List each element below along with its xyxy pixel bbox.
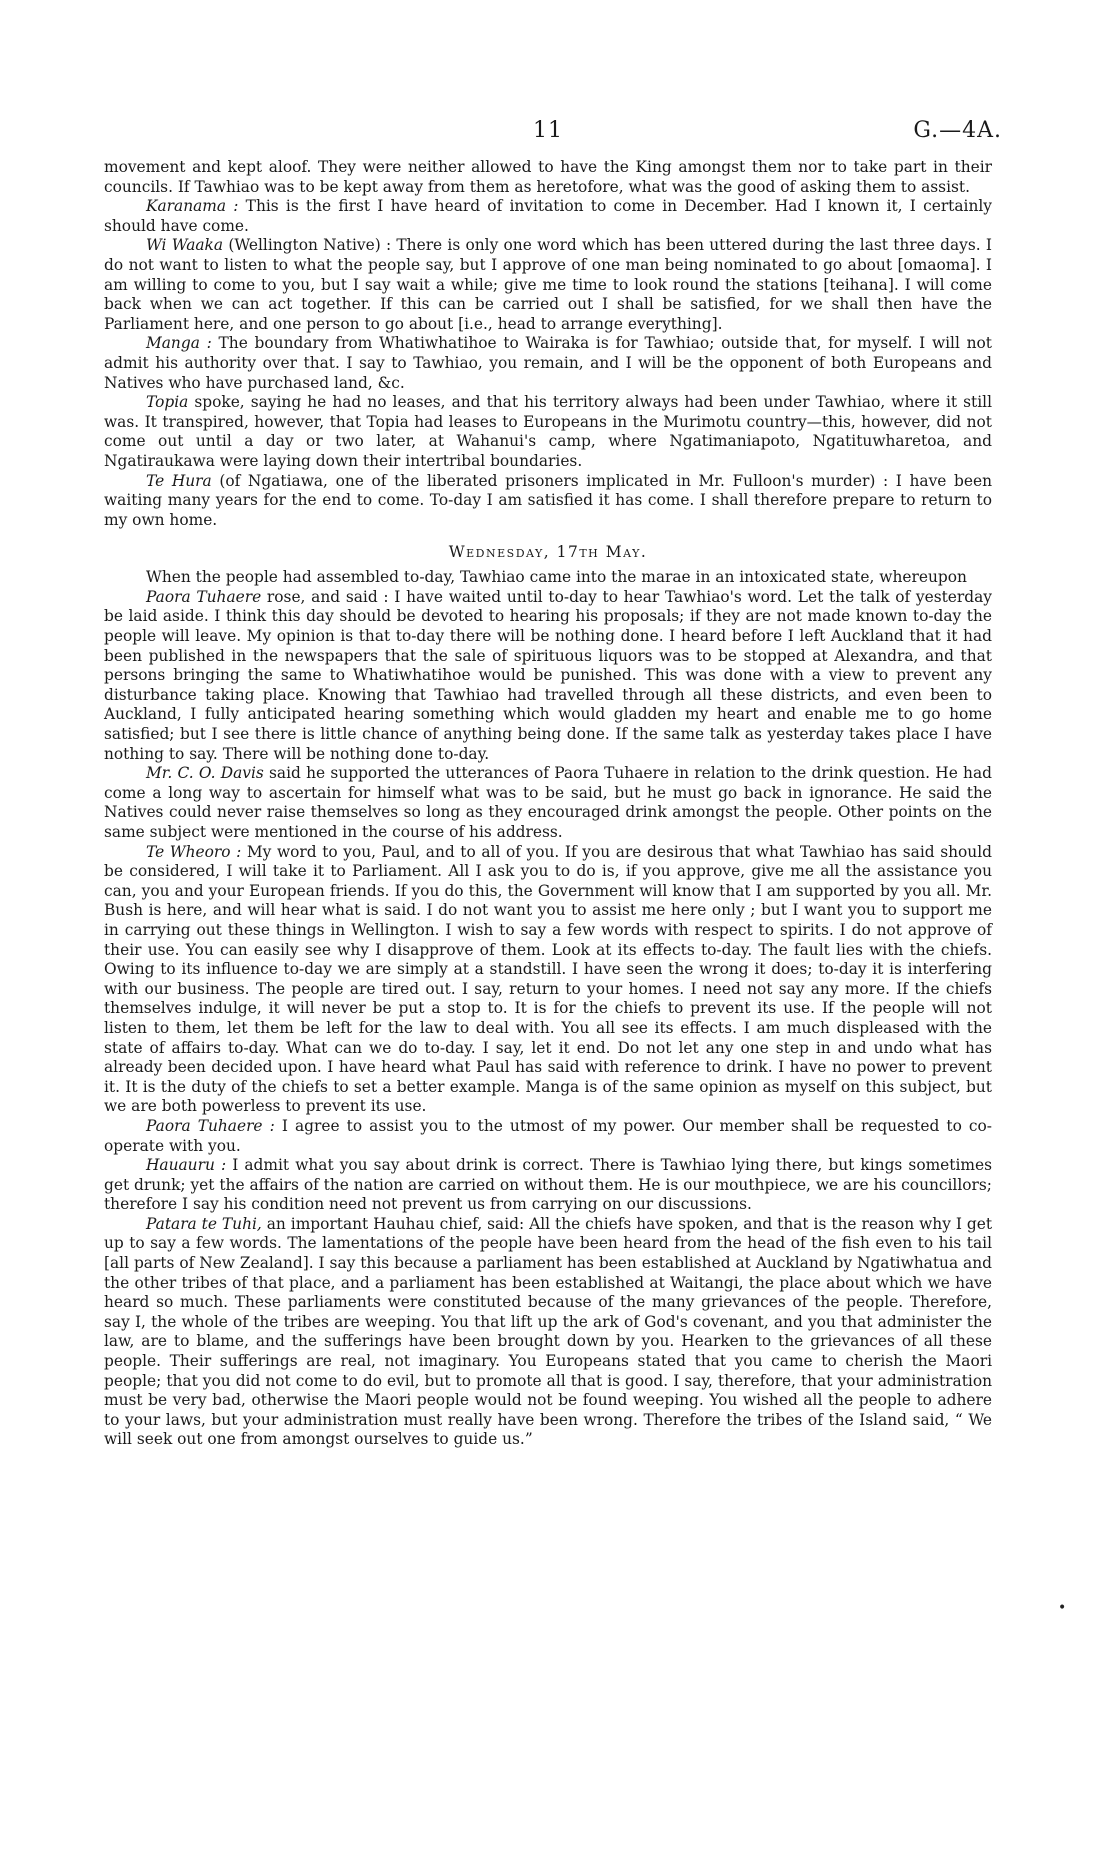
speaker-name: Wi Waaka <box>146 236 224 255</box>
speaker-name: Paora Tuhaere <box>146 587 262 606</box>
speaker-name: Paora Tuhaere : <box>146 1116 275 1135</box>
paragraph-text: movement and kept aloof. They were neither allowed to have the King amongst them nor to take part in their councils. If Tawhiao was to be kept away from them as heretofore, what was the good of asking them to assist. <box>104 158 992 196</box>
speaker-name: Te Hura <box>146 471 212 490</box>
paragraph <box>104 1215 992 1450</box>
paragraph <box>104 764 992 842</box>
paragraph <box>104 334 992 393</box>
paragraph <box>104 197 992 236</box>
paragraph <box>104 472 992 531</box>
page-number: 11 <box>533 118 563 143</box>
paragraph-text: rose, and said : I have waited until to-day to hear Tawhiao's word. Let the talk of yesterday be laid aside. I think this day should be devoted to hearing his proposals; if they are not made known to-day the people will leave. My opinion is that to-day there will be nothing done. I heard before I left Auckland that it had been published in the newspapers that the sale of spirituous liquors was to be stopped at Alexandra, and that persons bringing the same to Whatiwhatihoe would be punished. This was done with a view to prevent any disturbance taking place. Knowing that Tawhiao had travelled through all these districts, and even been to Auckland, I fully anticipated hearing something which would gladden my heart and enable me to go home satisfied; but I see there is little chance of anything being done. If the same talk as yesterday takes place I have nothing to say. There will be nothing done to-day. <box>104 587 992 763</box>
speaker-name: Hauauru : <box>146 1156 227 1175</box>
paragraph <box>104 588 992 764</box>
speaker-name: Mr. C. O. Davis <box>146 764 264 783</box>
speaker-name: Patara te Tuhi, <box>146 1214 262 1233</box>
page-header <box>104 118 1002 158</box>
paragraph-text: spoke, saying he had no leases, and that his territory always had been under Tawhiao, where it still was. It transpired, however, that Topia had leases to Europeans in the Murimotu country—this, however, did not come out until a day or two later, at Wahanui's camp, where Ngatimaniapoto, Ngatituwharetoa, and Ngatiraukawa were laying down their intertribal boundaries. <box>104 393 992 470</box>
paragraph-text: (Wellington Native) : There is only one word which has been uttered during the last three days. I do not want to listen to what the people say, but I approve of one man being nominated to go about [omaoma]. I am willing to come to you, but I say wait a while; give me time to look round the stations [teihana]. I will come back when we can act together. If this can be carried out I shall be satisfied, for we shall then have the Parliament here, and one person to go about [i.e., head to arrange everything]. <box>104 236 992 333</box>
paragraph <box>104 158 992 197</box>
body-before-heading <box>104 158 992 530</box>
paragraph-text: I admit what you say about drink is correct. There is Tawhiao lying there, but kings sometimes get drunk; yet the affairs of the nation are carried on without them. He is our mouthpiece, we are his councillors; therefore I say his condition need not prevent us from carrying on our discussions. <box>104 1156 992 1214</box>
speaker-name: Manga : <box>146 334 212 353</box>
paragraph-text: This is the first I have heard of invitation to come in December. Had I known it, I certainly should have come. <box>104 197 992 235</box>
speaker-name: Te Wheoro : <box>146 842 242 861</box>
paragraph <box>104 1156 992 1215</box>
paragraph <box>104 843 992 1117</box>
paragraph-text: said he supported the utterances of Paora Tuhaere in relation to the drink question. He had come a long way to ascertain for himself what was to be said, but he must go back in ignorance. He said the Natives could never raise themselves so long as they encouraged drink amongst the people. Other points on the same subject were mentioned in the course of his address. <box>104 764 992 841</box>
paragraph-text: I agree to assist you to the utmost of my power. Our member shall be requested to co-operate with you. <box>104 1116 992 1155</box>
speaker-name: Karanama : <box>146 197 239 216</box>
paragraph <box>104 1117 992 1156</box>
paragraph-text: an important Hauhau chief, said: All the chiefs have spoken, and that is the reason why I get up to say a few words. The lamentations of the people have been heard from the head of the fish even to his tail [all parts of New Zealand]. I say this because a parliament has been established at Auckland by Ngatiwhatua and the other tribes of that place, and a parliament has been established at Waitangi, the place about which we have heard so much. These parliaments were constituted because of the many grievances of the people. Therefore, say I, the whole of the tribes are weeping. You that lift up the ark of God's covenant, and you that administer the law, are to blame, and the sufferings have been brought down by you. Hearken to the grievances of all these people. Their sufferings are real, not imaginary. You Europeans stated that you came to cherish the Maori people; that you did not come to do evil, but to promote all that is good. I say, therefore, that your administration must be very bad, otherwise the Maori people would not be found weeping. You wished all the people to adhere to your laws, but your administration must really have been wrong. Therefore the tribes of the Island said, “ We will seek out one from amongst ourselves to guide us.” <box>104 1214 992 1449</box>
paragraph <box>104 236 992 334</box>
speaker-name: Topia <box>146 393 189 412</box>
document-page <box>104 118 1002 1450</box>
paragraph <box>104 568 992 588</box>
paragraph-text: The boundary from Whatiwhatihoe to Wairaka is for Tawhiao; outside that, for myself. I will not admit his authority over that. I say to Tawhiao, you remain, and I will be the opponent of both Europeans and Natives who have purchased land, &c. <box>104 334 992 392</box>
paragraph-text: When the people had assembled to-day, Tawhiao came into the marae in an intoxicated state, whereupon <box>146 568 967 587</box>
paragraph <box>104 393 992 471</box>
section-heading: Wednesday, 17th May. <box>448 543 648 562</box>
paragraph-text: (of Ngatiawa, one of the liberated prisoners implicated in Mr. Fulloon's murder) : I have been waiting many years for the end to come. To-day I am satisfied it has come. I shall therefore prepare to return to my own home. <box>104 471 993 529</box>
paragraph-text: My word to you, Paul, and to all of you. If you are desirous that what Tawhiao has said should be considered, I will take it to Parliament. All I ask you to do is, if you approve, give me all the assistance you can, you and your European friends. If you do this, the Government will know that I am supported by you all. Mr. Bush is here, and will hear what is said. I do not want you to assist me here only ; but I want you to support me in carrying out these things in Wellington. I wish to say a few words with respect to spirits. I do not approve of their use. You can easily see why I disapprove of them. Look at its effects to-day. The fault lies with the chiefs. Owing to its influence to-day we are simply at a standstill. I have seen the wrong it does; to-day it is interfering with our business. The people are tired out. I say, return to your homes. I need not say any more. If the chiefs themselves indulge, it will never be put a stop to. It is for the chiefs to prevent its use. If the people will not listen to them, let them be left for the law to deal with. You all see its effects. I am much displeased with the state of affairs to-day. What can we do to-day. I say, let it end. Do not let any one step in and undo what has already been decided upon. I have heard what Paul has said with reference to drink. I have no power to prevent it. It is the duty of the chiefs to set a better example. Manga is of the same opinion as myself on this subject, but we are both powerless to prevent its use. <box>104 842 992 1116</box>
body-after-heading <box>104 568 992 1450</box>
margin-mark: • <box>1058 1600 1067 1616</box>
document-reference: G.—4A. <box>913 118 1002 143</box>
